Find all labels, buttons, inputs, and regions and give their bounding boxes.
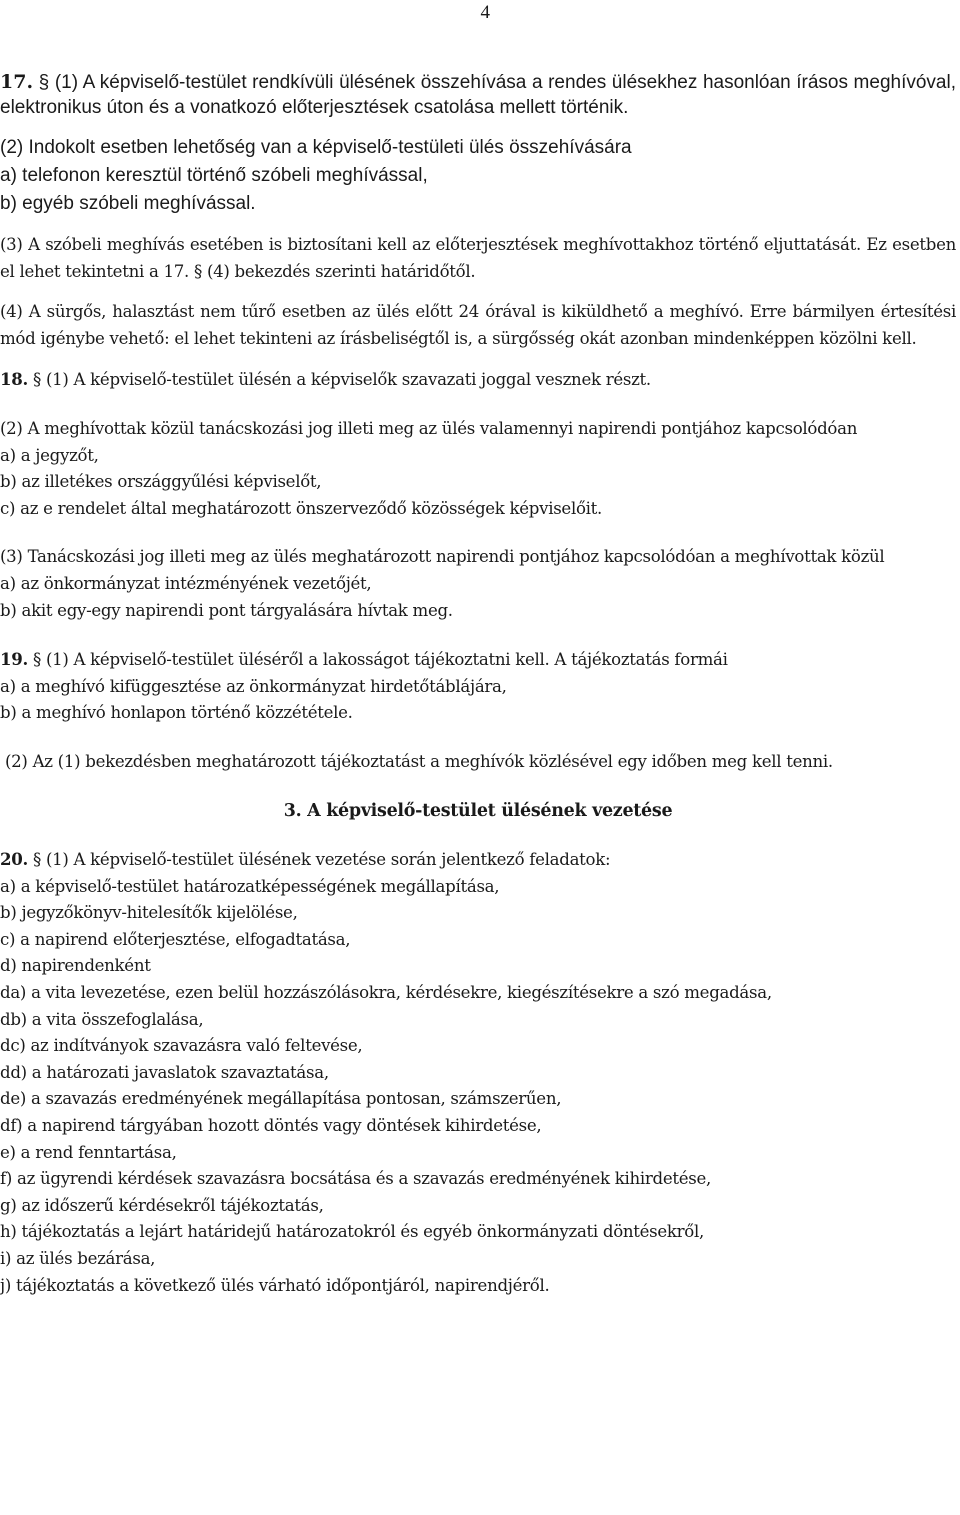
list-item: i) az ülés bezárása, — [0, 1249, 156, 1268]
section-19-paragraph-1: 19. § (1) A képviselő-testület üléséről a lakosságot tájékoztatni kell. A tájékoztatás formái — [0, 649, 728, 670]
list-item: a) a képviselő-testület határozatképességének megállapítása, — [0, 876, 500, 896]
list-item: j) tájékoztatás a következő ülés várható időpontjáról, napirendjéről. — [0, 1275, 550, 1295]
list-item: g) az időszerű kérdésekről tájékoztatás, — [0, 1195, 324, 1215]
list-item: h) tájékoztatás a lejárt határidejű határozatokról és egyéb önkormányzati döntésekről, — [0, 1222, 704, 1242]
page-number: 4 — [480, 2, 490, 23]
section-18-paragraph-1: 18. § (1) A képviselő-testület ülésén a képviselők szavazati joggal vesznek részt. — [0, 369, 651, 390]
list-item: b) jegyzőkönyv-hitelesítők kijelölése, — [0, 903, 298, 923]
list-item: d) napirendenként — [0, 956, 151, 976]
section-17-paragraph-1 — [0, 70, 956, 120]
list-item: dd) a határozati javaslatok szavaztatása, — [0, 1062, 329, 1082]
list-item: b) akit egy-egy napirendi pont tárgyalására hívtak meg. — [0, 600, 453, 620]
section-20-paragraph-1: 20. § (1) A képviselő-testület ülésének vezetése során jelentkező feladatok: — [0, 849, 611, 870]
section-17-number: 17. — [0, 71, 34, 93]
list-item: b) az illetékes országgyűlési képviselőt, — [0, 472, 322, 492]
list-item: b) egyéb szóbeli meghívással. — [0, 193, 256, 214]
list-item: a) telefonon keresztül történő szóbeli meghívással, — [0, 165, 428, 186]
section-20-number: 20. — [0, 849, 28, 870]
list-item: df) a napirend tárgyában hozott döntés vagy döntések kihirdetése, — [0, 1116, 542, 1136]
list-item: a) az önkormányzat intézményének vezetőjét, — [0, 573, 372, 593]
section-18-paragraph-3: (3) Tanácskozási jog illeti meg az ülés meghatározott napirendi pontjához kapcsolódóan a meghívottak közül — [0, 547, 885, 567]
list-item: c) az e rendelet által meghatározott önszerveződő közösségek képviselőit. — [0, 498, 602, 518]
section-18-number: 18. — [0, 369, 28, 390]
document-body — [0, 70, 956, 1299]
section-19-number: 19. — [0, 649, 28, 670]
list-item: f) az ügyrendi kérdések szavazásra bocsátása és a szavazás eredményének kihirdetése, — [0, 1169, 711, 1189]
list-item: a) a meghívó kifüggesztése az önkormányzat hirdetőtáblájára, — [0, 676, 507, 696]
section-heading: 3. A képviselő-testület ülésének vezetése — [283, 800, 673, 821]
list-item: b) a meghívó honlapon történő közzététele. — [0, 703, 353, 723]
list-item: e) a rend fenntartása, — [0, 1142, 177, 1162]
section-17-text-1: § (1) A képviselő-testület rendkívüli ülésének összehívása a rendes ülésekhez hasonlóan írásos meghívóval, elektronikus úton és a vonatkozó előterjesztések csatolása mellett történik. — [0, 72, 956, 118]
list-item: de) a szavazás eredményének megállapítása pontosan, számszerűen, — [0, 1089, 562, 1109]
section-19-paragraph-2: (2) Az (1) bekezdésben meghatározott tájékoztatást a meghívók közlésével egy időben meg kell tenni. — [0, 751, 833, 771]
list-item: c) a napirend előterjesztése, elfogadtatása, — [0, 929, 351, 949]
list-item: db) a vita összefoglalása, — [0, 1009, 204, 1029]
list-item: (2) Indokolt esetben lehetőség van a képviselő-testületi ülés összehívására — [0, 137, 632, 158]
section-17-paragraph-4: (4) A sürgős, halasztást nem tűrő esetben az ülés előtt 24 órával is kiküldhető a meghívó. Erre bármilyen értesítési mód igénybe vehető: el lehet tekinteni az írásbeliségtől is, a sürgősség okát azonban mindenképpen közölni kell. — [0, 302, 956, 348]
list-item: a) a jegyzőt, — [0, 445, 99, 465]
section-18-paragraph-2: (2) A meghívottak közül tanácskozási jog illeti meg az ülés valamennyi napirendi pontjához kapcsolódóan — [0, 418, 858, 438]
section-17-paragraph-3: (3) A szóbeli meghívás esetében is biztosítani kell az előterjesztések meghívottakhoz történő eljuttatását. Ez esetben el lehet tekintetni a 17. § (4) bekezdés szerinti határidőtől. — [0, 235, 956, 281]
list-item: da) a vita levezetése, ezen belül hozzászólásokra, kérdésekre, kiegészítésekre a szó megadása, — [0, 983, 772, 1003]
list-item: dc) az indítványok szavazásra való feltevése, — [0, 1036, 363, 1056]
section-17-paragraph-2 — [0, 134, 956, 218]
